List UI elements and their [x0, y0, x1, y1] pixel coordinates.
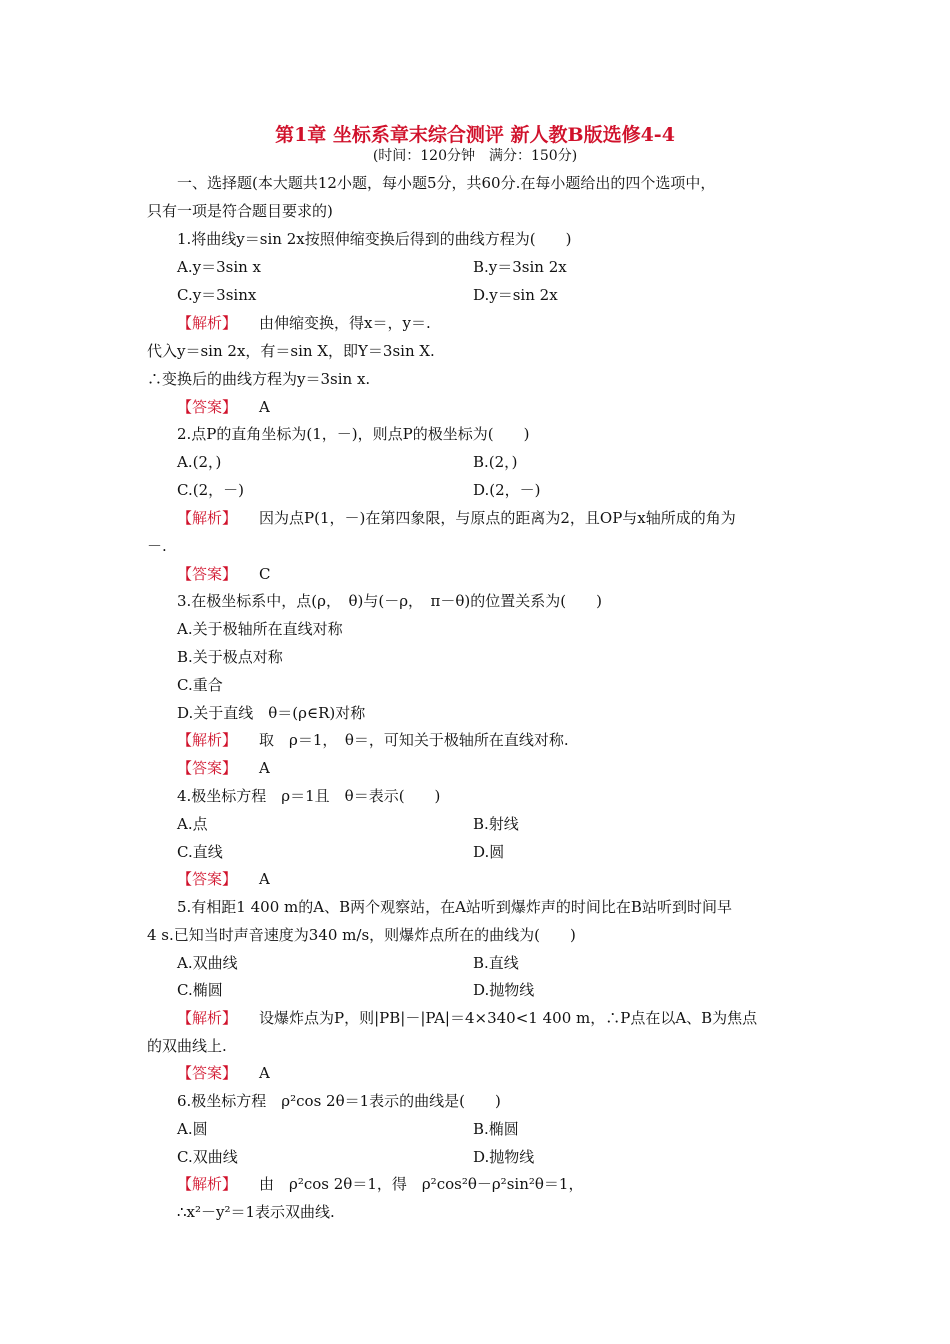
question-3-stem: 3.在极坐标系中，点(ρ， θ)与(－ρ， π－θ)的位置关系为( ): [177, 592, 602, 610]
question-6-option-a: A.圆: [177, 1120, 208, 1138]
analysis-text: 设爆炸点为P，则|PB|－|PA|＝4×340<1 400 m，∴P点在以A、B为焦点: [259, 1009, 758, 1027]
question-6-option-d: D.抛物线: [473, 1148, 535, 1166]
question-2-answer: [177, 564, 847, 584]
answer-tag: 【答案】: [177, 1064, 238, 1082]
question-4-option-d: D.圆: [473, 843, 505, 861]
section-intro: 一、选择题(本大题共12小题，每小题5分，共60分.在每小题给出的四个选项中，: [177, 174, 716, 192]
question-6-analysis-line-2: ∴x²－y²＝1表示双曲线.: [177, 1203, 335, 1221]
question-5-option-d: D.抛物线: [473, 981, 535, 999]
question-6-stem: 6.极坐标方程 ρ²cos 2θ＝1表示的曲线是( ): [177, 1092, 501, 1110]
question-1-option-a: A.y＝3sin x: [177, 258, 262, 276]
page-title: 第1章 坐标系章末综合测评 新人教B版选修4-4: [275, 124, 675, 146]
question-4-option-a: A.点: [177, 815, 208, 833]
question-3-option-b: B.关于极点对称: [177, 648, 283, 666]
answer-value: A: [259, 759, 270, 777]
question-1-option-c: C.y＝3sinx: [177, 286, 257, 304]
answer-value: C: [259, 565, 271, 583]
page-subtitle: (时间：120分钟 满分：150分): [372, 148, 578, 164]
question-2-option-b: B.(2，): [473, 453, 518, 471]
question-1-analysis: [177, 313, 847, 333]
question-2-option-d: D.(2，－): [473, 481, 541, 499]
question-5-option-b: B.直线: [473, 954, 519, 972]
analysis-text: 由伸缩变换，得x＝，y＝.: [259, 314, 431, 332]
question-2-option-c: C.(2，－): [177, 481, 244, 499]
question-1-answer: [177, 397, 847, 417]
analysis-tag: 【解析】: [177, 314, 238, 332]
analysis-text: 取 ρ＝1， θ＝，可知关于极轴所在直线对称.: [259, 731, 569, 749]
question-6-option-b: B.椭圆: [473, 1120, 519, 1138]
question-3-option-c: C.重合: [177, 676, 223, 694]
answer-value: A: [259, 398, 270, 416]
section-intro-cont: 只有一项是符合题目要求的): [147, 202, 333, 220]
answer-tag: 【答案】: [177, 759, 238, 777]
answer-tag: 【答案】: [177, 565, 238, 583]
question-6-option-c: C.双曲线: [177, 1148, 238, 1166]
question-1-stem: 1.将曲线y＝sin 2x按照伸缩变换后得到的曲线方程为( ): [177, 230, 572, 248]
question-2-analysis-line-2: －.: [147, 537, 167, 555]
analysis-tag: 【解析】: [177, 1175, 238, 1193]
question-6-analysis: [177, 1174, 847, 1194]
question-5-stem: 5.有相距1 400 m的A、B两个观察站，在A站听到爆炸声的时间比在B站听到时间早: [177, 898, 732, 916]
question-4-stem: 4.极坐标方程 ρ＝1且 θ＝表示( ): [177, 787, 441, 805]
question-1-option-b: B.y＝3sin 2x: [473, 258, 567, 276]
question-4-answer: [177, 869, 847, 889]
question-4-option-b: B.射线: [473, 815, 519, 833]
analysis-tag: 【解析】: [177, 731, 238, 749]
analysis-text: 因为点P(1，－)在第四象限，与原点的距离为2，且OP与x轴所成的角为: [259, 509, 736, 527]
analysis-text: 由 ρ²cos 2θ＝1，得 ρ²cos²θ－ρ²sin²θ＝1，: [259, 1175, 584, 1193]
question-3-analysis: [177, 730, 847, 750]
question-4-option-c: C.直线: [177, 843, 223, 861]
question-1-analysis-line-2: 代入y＝sin 2x，有＝sin X，即Y＝3sin X.: [147, 342, 435, 360]
question-5-analysis-line-2: 的双曲线上.: [147, 1037, 227, 1055]
analysis-tag: 【解析】: [177, 509, 238, 527]
question-3-option-d: D.关于直线 θ＝(ρ∈R)对称: [177, 704, 366, 722]
question-2-stem: 2.点P的直角坐标为(1，－)，则点P的极坐标为( ): [177, 425, 530, 443]
question-2-analysis: [177, 508, 847, 528]
question-3-answer: [177, 758, 847, 778]
answer-tag: 【答案】: [177, 398, 238, 416]
answer-tag: 【答案】: [177, 870, 238, 888]
question-5-answer: [177, 1063, 847, 1083]
analysis-tag: 【解析】: [177, 1009, 238, 1027]
question-1-analysis-line-3: ∴变换后的曲线方程为y＝3sin x.: [147, 370, 371, 388]
question-5-analysis: [177, 1008, 847, 1028]
question-5-stem-cont: 4 s.已知当时声音速度为340 m/s，则爆炸点所在的曲线为( ): [147, 926, 576, 944]
question-5-option-c: C.椭圆: [177, 981, 223, 999]
answer-value: A: [259, 870, 270, 888]
question-2-option-a: A.(2，): [177, 453, 222, 471]
question-1-option-d: D.y＝sin 2x: [473, 286, 558, 304]
question-3-option-a: A.关于极轴所在直线对称: [177, 620, 343, 638]
answer-value: A: [259, 1064, 270, 1082]
question-5-option-a: A.双曲线: [177, 954, 238, 972]
